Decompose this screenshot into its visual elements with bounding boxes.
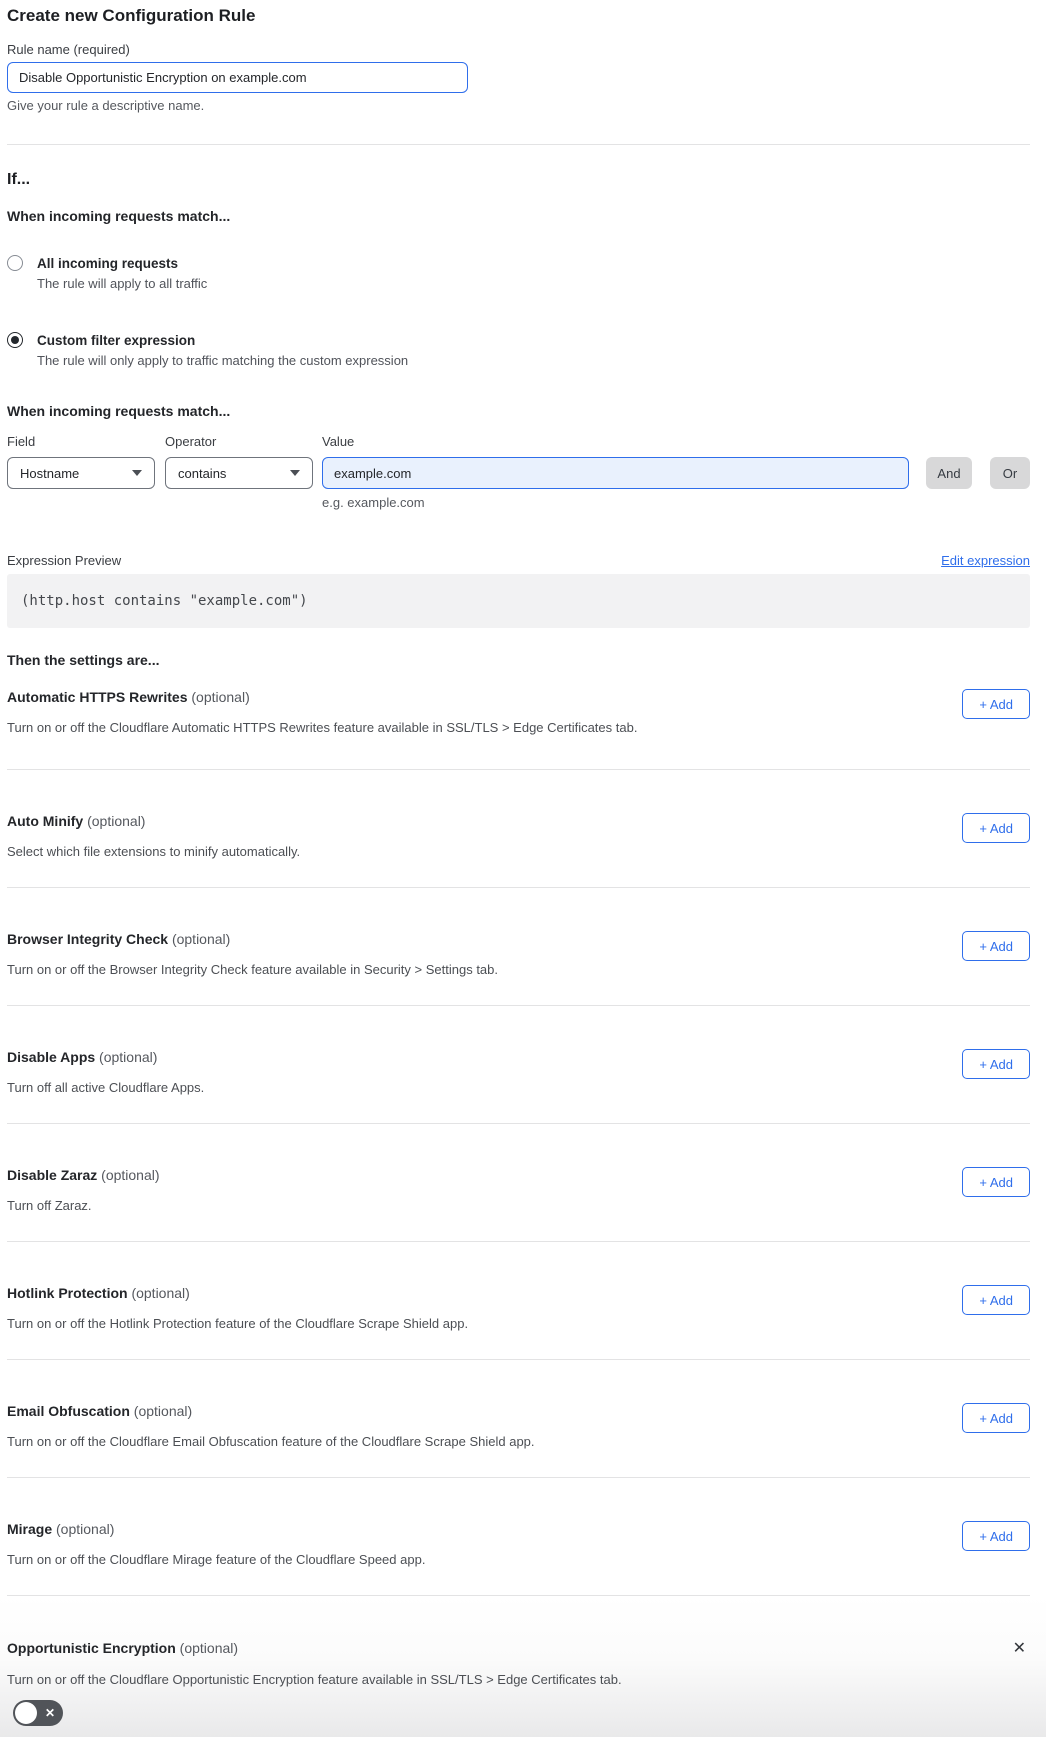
value-input[interactable]	[322, 457, 909, 489]
add-setting-button[interactable]: + Add	[962, 1403, 1030, 1433]
toggle-knob	[15, 1702, 37, 1724]
value-column	[322, 434, 909, 489]
setting-title-line	[7, 1403, 535, 1420]
setting-title-line	[7, 1167, 160, 1184]
setting-optional-tag: (optional)	[175, 1640, 239, 1656]
setting-optional-tag: (optional)	[52, 1521, 115, 1537]
and-button[interactable]: And	[926, 457, 972, 489]
radio-option-description: The rule will apply to all traffic	[37, 276, 208, 291]
setting-title-line	[7, 689, 637, 706]
setting-texts	[7, 1403, 535, 1450]
incoming-requests-match-heading: When incoming requests match...	[7, 208, 231, 224]
setting-title: Browser Integrity Check	[7, 931, 169, 947]
edit-expression-link[interactable]: Edit expression	[941, 553, 1030, 568]
expression-preview-row	[7, 553, 1030, 569]
setting-description: Turn off Zaraz.	[7, 1198, 92, 1213]
rule-name-input[interactable]	[7, 62, 468, 93]
setting-optional-tag: (optional)	[187, 689, 250, 705]
expression-preview-box	[7, 574, 1030, 628]
if-heading: If...	[7, 171, 31, 188]
setting-texts	[7, 1167, 160, 1214]
setting-title-line	[7, 813, 300, 830]
setting-description: Turn on or off the Cloudflare Mirage feature of the Cloudflare Speed app.	[7, 1552, 426, 1567]
setting-description: Turn on or off the Cloudflare Email Obfuscation feature of the Cloudflare Scrape Shield app.	[7, 1434, 535, 1449]
field-label: Field	[7, 434, 36, 449]
add-setting-button[interactable]: + Add	[962, 1285, 1030, 1315]
setting-optional-tag: (optional)	[168, 931, 231, 947]
setting-description: Turn on or off the Cloudflare Automatic HTTPS Rewrites feature available in SSL/TLS > Edge Certificates tab.	[7, 720, 638, 735]
setting-title-line	[7, 931, 498, 948]
setting-title-line	[7, 1640, 238, 1657]
operator-select-value: contains	[178, 465, 227, 481]
setting-description: Turn on or off the Browser Integrity Check feature available in Security > Settings tab.	[7, 962, 499, 977]
chevron-down-icon	[290, 470, 300, 476]
radio-option-texts	[37, 332, 408, 369]
setting-description: Select which file extensions to minify automatically.	[7, 844, 301, 859]
setting-title: Automatic HTTPS Rewrites	[7, 689, 188, 705]
field-select-value: Hostname	[20, 465, 80, 481]
radio-button-icon[interactable]	[7, 255, 23, 271]
setting-optional-tag: (optional)	[95, 1049, 158, 1065]
chevron-down-icon	[132, 470, 142, 476]
setting-texts	[7, 1285, 468, 1332]
radio-button-icon[interactable]	[7, 332, 23, 348]
add-setting-button[interactable]: + Add	[962, 1049, 1030, 1079]
radio-option-texts	[37, 255, 207, 292]
add-setting-button[interactable]: + Add	[962, 689, 1030, 719]
radio-option-row[interactable]	[7, 255, 1030, 292]
expression-text: (http.host contains "example.com")	[21, 593, 308, 609]
setting-description: Turn on or off the Hotlink Protection feature of the Cloudflare Scrape Shield app.	[7, 1316, 469, 1331]
setting-row	[7, 888, 1030, 1006]
radio-option-description: The rule will only apply to traffic matching the custom expression	[37, 353, 409, 368]
setting-description: Turn on or off the Cloudflare Opportunistic Encryption feature available in SSL/TLS > Edge Certificates tab.	[7, 1672, 622, 1687]
setting-title-line	[7, 1521, 425, 1538]
opportunistic-encryption-section	[0, 1596, 1046, 1737]
setting-title: Opportunistic Encryption	[7, 1640, 176, 1656]
toggle-off-icon: ✕	[44, 1706, 55, 1720]
setting-description: Turn off all active Cloudflare Apps.	[7, 1080, 205, 1095]
setting-optional-tag: (optional)	[83, 813, 146, 829]
opportunistic-encryption-toggle[interactable]	[13, 1700, 63, 1726]
setting-optional-tag: (optional)	[127, 1285, 190, 1301]
setting-optional-tag: (optional)	[129, 1403, 193, 1419]
setting-title: Disable Zaraz	[7, 1167, 98, 1183]
radio-option-label: All incoming requests	[37, 256, 179, 271]
setting-row	[7, 669, 1030, 770]
setting-row	[7, 770, 1030, 888]
or-button[interactable]: Or	[990, 457, 1030, 489]
add-setting-button[interactable]: + Add	[962, 813, 1030, 843]
setting-row	[7, 1124, 1030, 1242]
radio-option-label: Custom filter expression	[37, 333, 196, 348]
setting-row	[7, 1006, 1030, 1124]
operator-column	[165, 434, 313, 489]
setting-title: Hotlink Protection	[7, 1285, 128, 1301]
setting-texts	[7, 1521, 425, 1568]
page-title: Create new Configuration Rule	[7, 6, 256, 25]
operator-select[interactable]	[165, 457, 313, 489]
setting-title-line	[7, 1049, 204, 1066]
setting-row	[7, 1360, 1030, 1478]
expression-builder-row	[7, 434, 1030, 489]
value-helper-text: e.g. example.com	[322, 495, 425, 510]
setting-texts	[7, 689, 637, 736]
rule-name-helper: Give your rule a descriptive name.	[7, 98, 205, 113]
close-icon[interactable]: ✕	[1009, 1640, 1030, 1657]
section-divider	[7, 144, 1030, 145]
opportunistic-encryption-header	[7, 1640, 1030, 1657]
operator-label: Operator	[165, 434, 217, 449]
setting-texts	[7, 931, 498, 978]
setting-title: Disable Apps	[7, 1049, 96, 1065]
value-label: Value	[322, 434, 355, 449]
setting-texts	[7, 1049, 204, 1096]
setting-optional-tag: (optional)	[97, 1167, 160, 1183]
setting-title: Mirage	[7, 1521, 53, 1537]
add-setting-button[interactable]: + Add	[962, 1521, 1030, 1551]
setting-row	[7, 1478, 1030, 1596]
expression-builder-heading: When incoming requests match...	[7, 403, 231, 419]
setting-title: Email Obfuscation	[7, 1403, 130, 1419]
expression-preview-label: Expression Preview	[7, 553, 122, 568]
field-select[interactable]	[7, 457, 155, 489]
add-setting-button[interactable]: + Add	[962, 1167, 1030, 1197]
radio-option-row[interactable]	[7, 332, 1030, 369]
field-column	[7, 434, 155, 489]
setting-row	[7, 1242, 1030, 1360]
setting-texts	[7, 813, 300, 860]
settings-heading: Then the settings are...	[7, 652, 160, 668]
setting-title-line	[7, 1285, 468, 1302]
settings-list	[7, 669, 1030, 1596]
rule-name-label: Rule name (required)	[7, 42, 130, 57]
add-setting-button[interactable]: + Add	[962, 931, 1030, 961]
match-type-radio-group	[7, 255, 1030, 369]
setting-title: Auto Minify	[7, 813, 84, 829]
